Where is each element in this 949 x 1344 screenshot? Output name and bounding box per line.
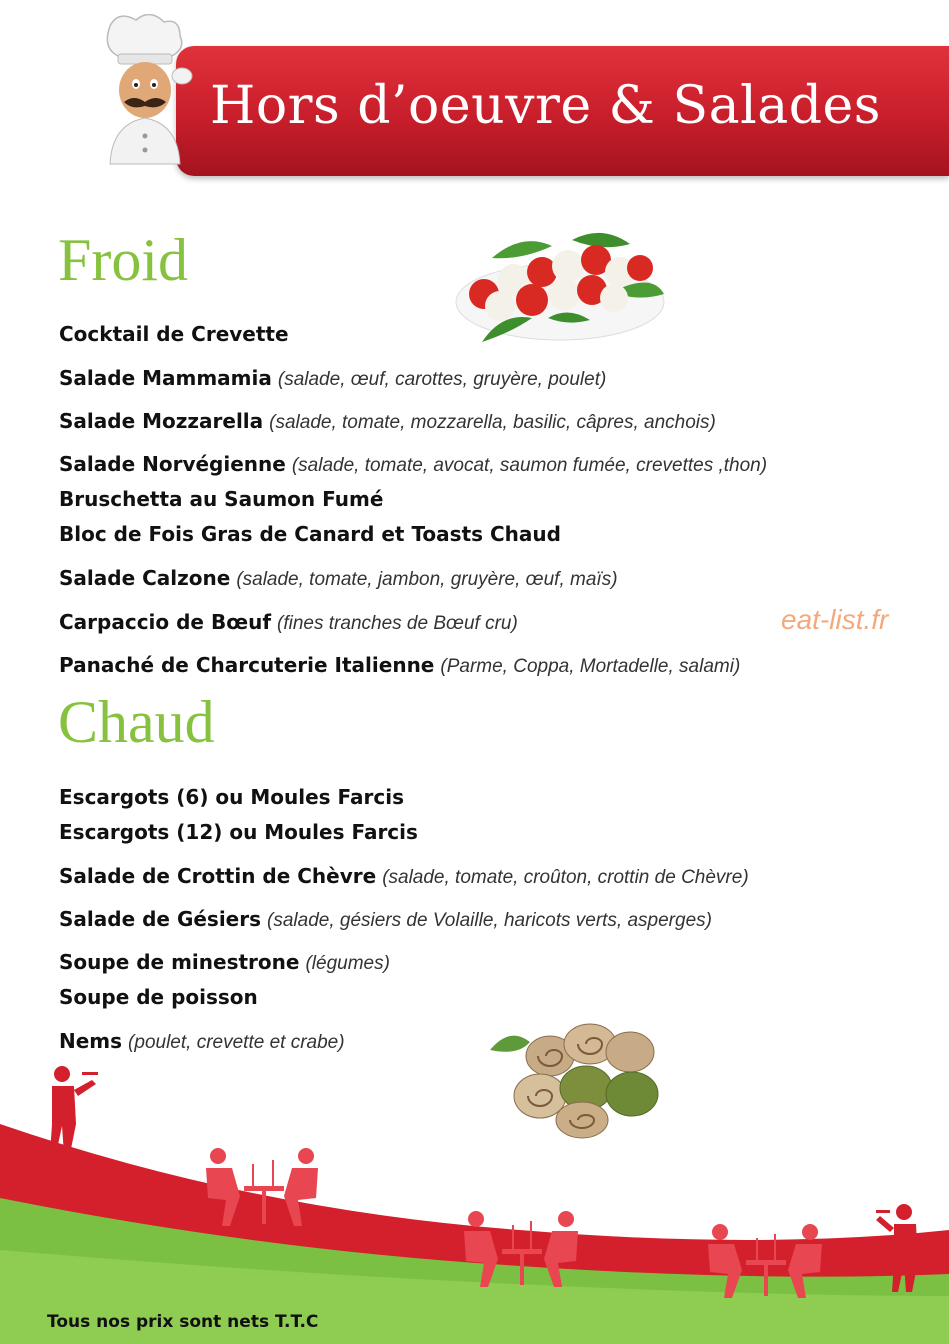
item-name: Carpaccio de Bœuf bbox=[59, 610, 272, 634]
menu-item bbox=[59, 409, 716, 434]
footer-decoration bbox=[0, 1060, 949, 1344]
page-title: Hors d’oeuvre & Salades bbox=[210, 76, 881, 136]
menu-item bbox=[59, 366, 606, 391]
item-name: Escargots (12) ou Moules Farcis bbox=[59, 820, 418, 844]
item-name: Salade Mammamia bbox=[59, 366, 272, 390]
dining-couple-icon bbox=[700, 1220, 830, 1300]
item-name: Bloc de Fois Gras de Canard et Toasts Chaud bbox=[59, 522, 561, 546]
item-name: Bruschetta au Saumon Fumé bbox=[59, 487, 384, 511]
menu-item bbox=[59, 907, 712, 932]
item-description: (salade, tomate, jambon, gruyère, œuf, maïs) bbox=[236, 569, 618, 590]
menu-item bbox=[59, 522, 561, 547]
menu-item bbox=[59, 487, 383, 512]
menu-item bbox=[59, 610, 518, 635]
item-name: Soupe de minestrone bbox=[59, 950, 300, 974]
section-title-chaud: Chaud bbox=[58, 689, 215, 755]
item-description: (Parme, Coppa, Mortadelle, salami) bbox=[440, 656, 741, 677]
caprese-salad-icon bbox=[452, 222, 667, 352]
item-name: Panaché de Charcuterie Italienne bbox=[59, 653, 435, 677]
item-description: (salade, tomate, avocat, saumon fumée, crevettes ,thon) bbox=[291, 455, 768, 476]
menu-item bbox=[59, 566, 618, 591]
menu-item bbox=[59, 452, 767, 477]
waiter-silhouette-icon bbox=[40, 1064, 100, 1159]
footer-note: Tous nos prix sont nets T.T.C bbox=[47, 1312, 319, 1332]
item-description: (salade, gésiers de Volaille, haricots verts, asperges) bbox=[267, 910, 712, 931]
item-description: (salade, tomate, croûton, crottin de Chèvre) bbox=[382, 867, 749, 888]
menu-item bbox=[59, 322, 289, 347]
watermark: eat-list.fr bbox=[781, 604, 889, 635]
menu-item bbox=[59, 950, 390, 975]
waiter-silhouette-icon bbox=[876, 1200, 931, 1295]
item-name: Salade de Gésiers bbox=[59, 907, 262, 931]
item-name: Nems bbox=[59, 1029, 123, 1053]
dining-couple-icon bbox=[456, 1205, 586, 1290]
section-title-froid: Froid bbox=[58, 227, 189, 293]
menu-item bbox=[59, 864, 749, 889]
item-name: Salade Mozzarella bbox=[59, 409, 264, 433]
dining-couple-icon bbox=[200, 1140, 325, 1230]
chef-icon bbox=[88, 14, 198, 174]
item-description: (fines tranches de Bœuf cru) bbox=[277, 613, 518, 634]
menu-item bbox=[59, 785, 404, 810]
item-description: (poulet, crevette et crabe) bbox=[128, 1032, 345, 1053]
item-name: Salade Norvégienne bbox=[59, 452, 286, 476]
item-name: Soupe de poisson bbox=[59, 985, 258, 1009]
menu-item bbox=[59, 985, 258, 1010]
item-description: (salade, tomate, mozzarella, basilic, câpres, anchois) bbox=[269, 412, 716, 433]
item-name: Salade Calzone bbox=[59, 566, 231, 590]
item-description: (salade, œuf, carottes, gruyère, poulet) bbox=[277, 369, 607, 390]
item-name: Escargots (6) ou Moules Farcis bbox=[59, 785, 404, 809]
menu-item bbox=[59, 1029, 345, 1054]
item-description: (légumes) bbox=[305, 953, 390, 974]
item-name: Salade de Crottin de Chèvre bbox=[59, 864, 377, 888]
menu-item bbox=[59, 820, 418, 845]
menu-item bbox=[59, 653, 740, 678]
item-name: Cocktail de Crevette bbox=[59, 322, 289, 346]
